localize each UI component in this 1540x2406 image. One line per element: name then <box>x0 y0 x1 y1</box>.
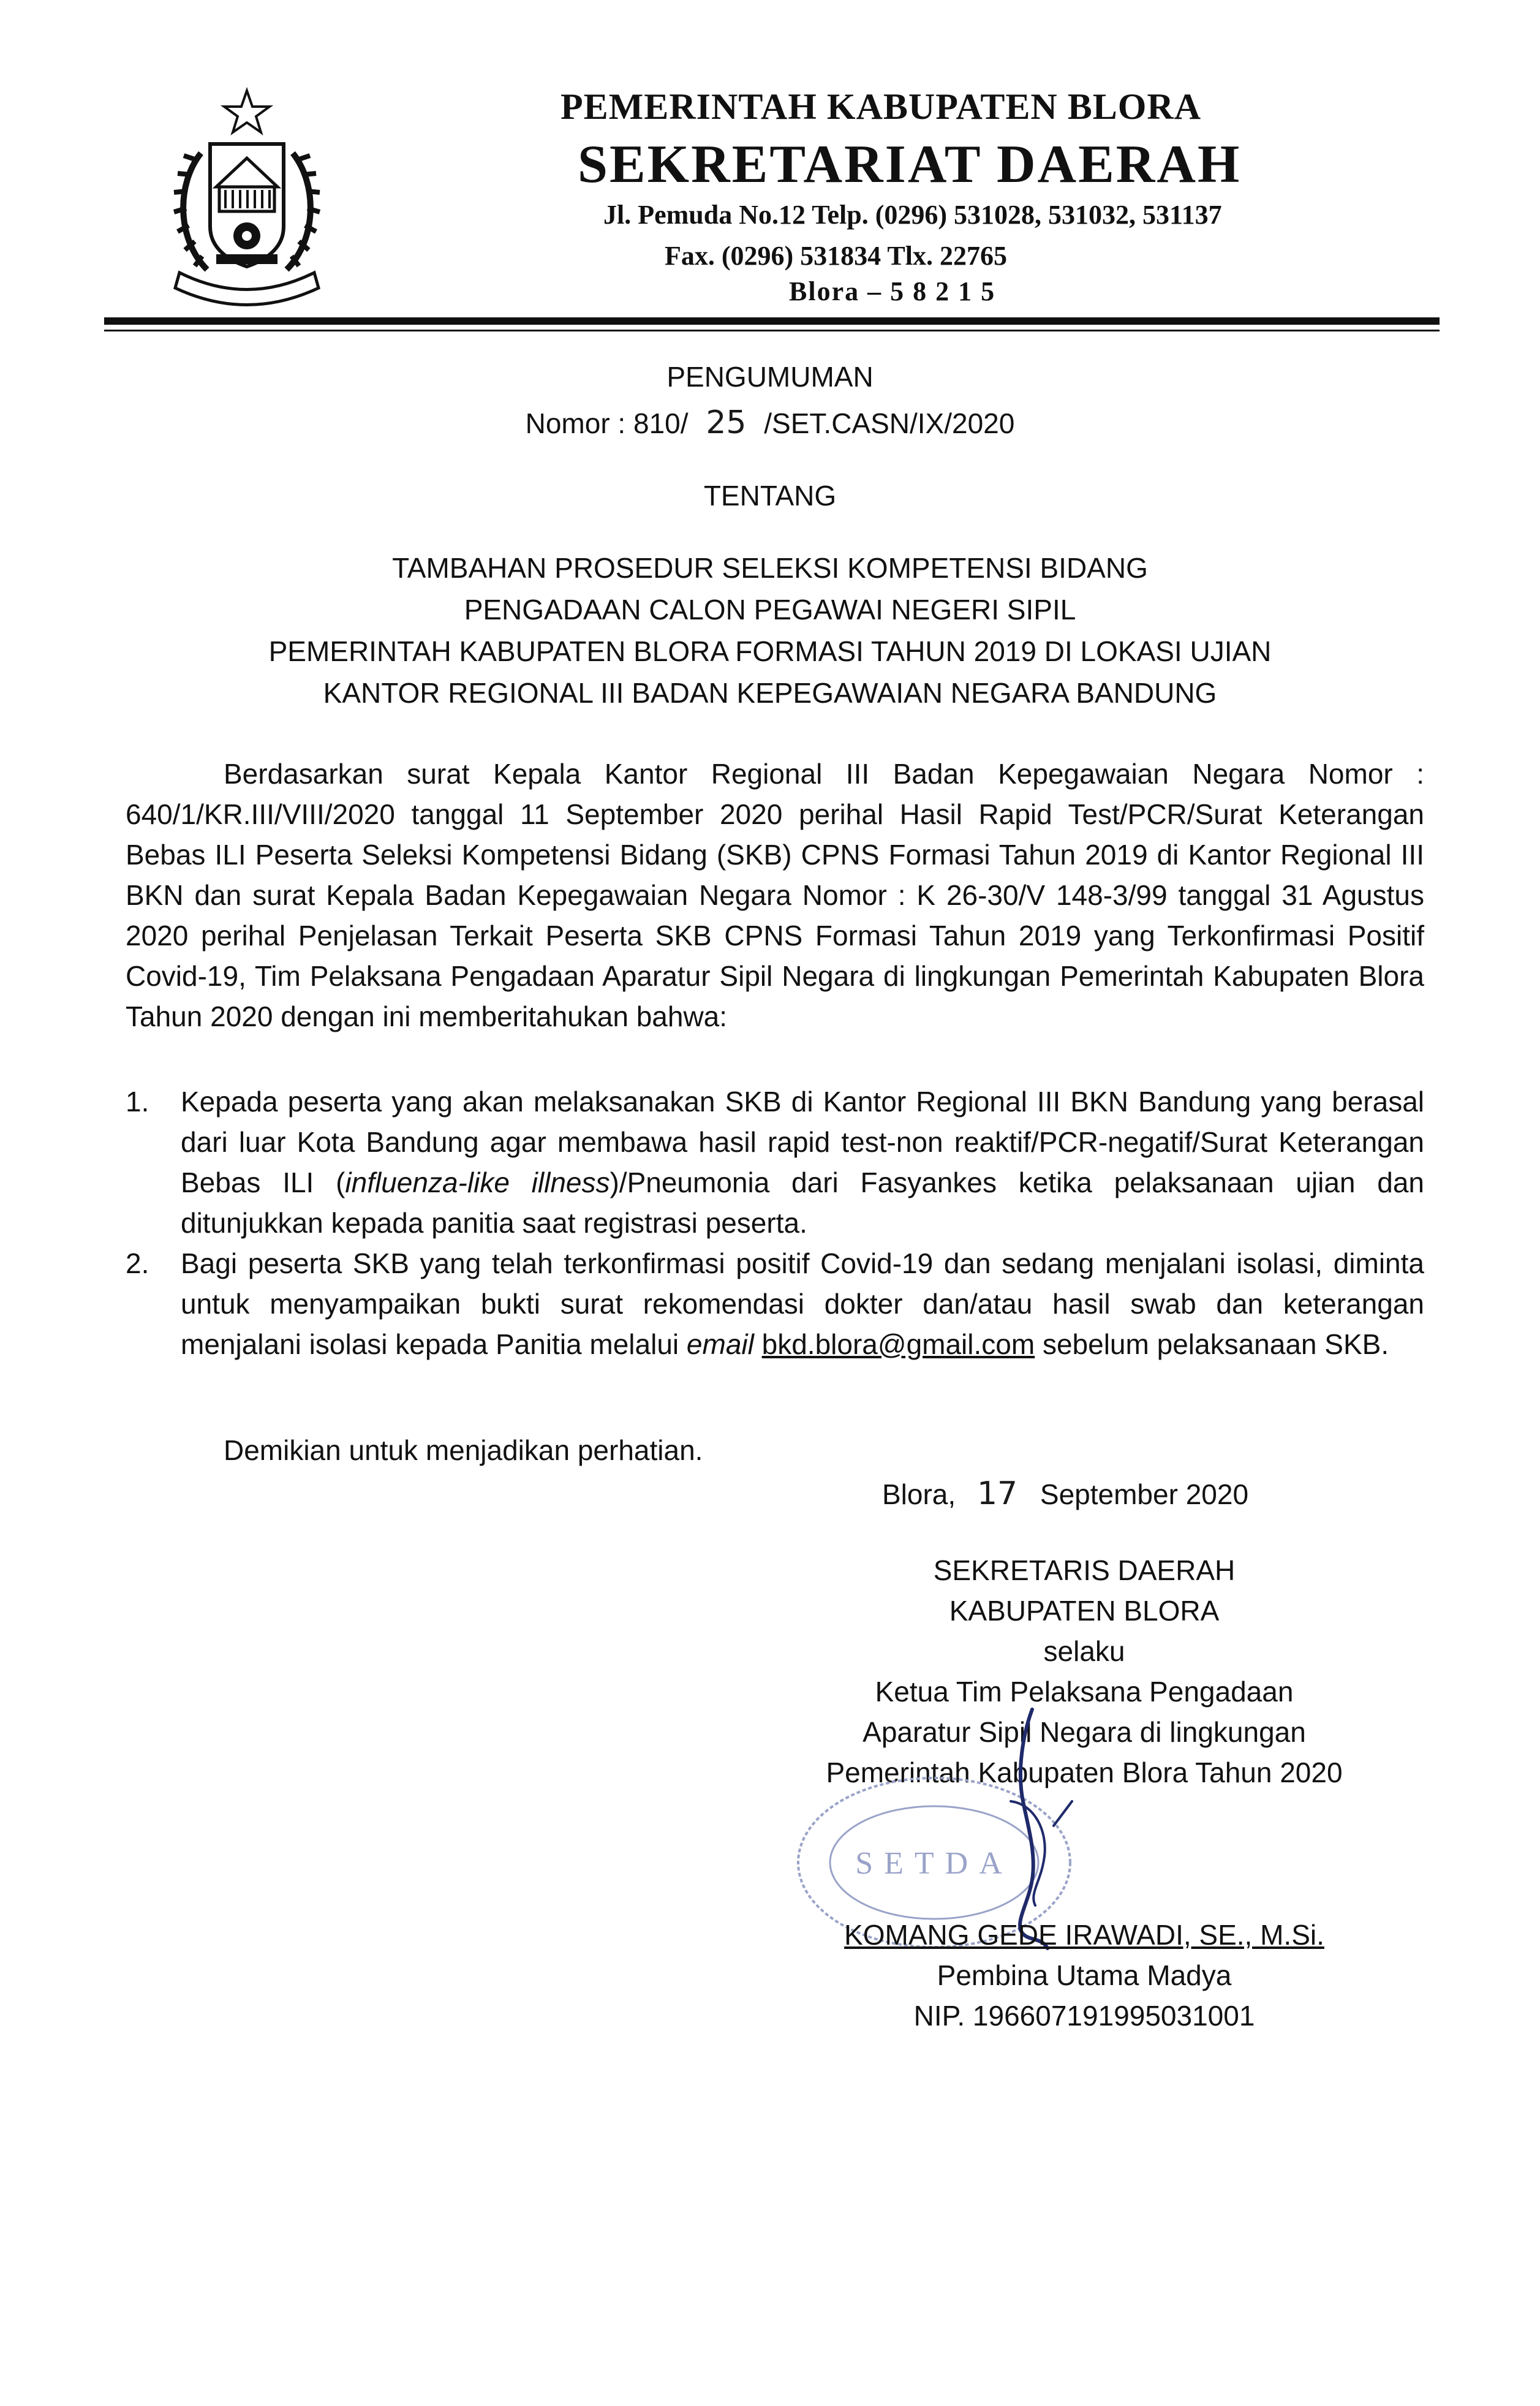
list-item-text: Bagi peserta SKB yang telah terkonfirmasi positif Covid-19 dan sedang menjalani isolasi, diminta untuk menyampaikan bukti surat rekomendasi dokter dan/atau hasil swab dan keterangan menjalani isolasi kepada Panitia melalui email bkd.blora@gmail.com sebelum pelaksanaan SKB. <box>181 1247 1424 1360</box>
signer-name: KOMANG GEDE IRAWADI, SE., M.Si. <box>844 1919 1324 1951</box>
signer-role-3: selaku <box>1043 1635 1125 1667</box>
announcement-title: PENGUMUMAN <box>666 361 874 393</box>
date-day-handwritten: 17 <box>976 1475 1018 1512</box>
letterhead-divider <box>104 317 1440 325</box>
list-item <box>126 1243 1424 1364</box>
date-month-year: September 2020 <box>1040 1478 1249 1510</box>
number-suffix: /SET.CASN/IX/2020 <box>764 407 1015 439</box>
subject-line-1: TAMBAHAN PROSEDUR SELEKSI KOMPETENSI BIDANG <box>392 552 1148 584</box>
number-prefix: Nomor : 810/ <box>525 407 689 439</box>
list-item-number: 2. <box>126 1247 149 1279</box>
subject-line-4: KANTOR REGIONAL III BADAN KEPEGAWAIAN NEGARA BANDUNG <box>323 677 1217 709</box>
subject-line-3: PEMERINTAH KABUPATEN BLORA FORMASI TAHUN 2019 DI LOKASI UJIAN <box>268 635 1272 667</box>
signer-role-5: Aparatur Sipil Negara di lingkungan <box>862 1716 1306 1748</box>
email-link[interactable]: bkd.blora@gmail.com <box>761 1328 1035 1360</box>
stamp-text: SETDA <box>855 1846 1013 1881</box>
announcement-about: TENTANG <box>703 480 837 512</box>
letterhead-divider-thin <box>104 330 1440 331</box>
date-place: Blora, <box>882 1478 956 1510</box>
subject-line-2: PENGADAAN CALON PEGAWAI NEGERI SIPIL <box>464 594 1076 626</box>
list-item-text: Kepada peserta yang akan melaksanakan SKB di Kantor Regional III BKN Bandung yang berasal dari luar Kota Bandung agar membawa hasil rapid test-non reaktif/PCR-negatif/Surat Keterangan Bebas ILI (influenza-like illness)/Pneumonia dari Fasyankes ketika pelaksanaan ujian dan ditunjukkan kepada panitia saat registrasi peserta. <box>181 1086 1424 1239</box>
list-item <box>126 1081 1424 1243</box>
letterhead-fax: Fax. (0296) 531834 Tlx. 22765 <box>665 241 1007 271</box>
announcement-list <box>126 1081 1424 1364</box>
letterhead-city: Blora – 5 8 2 1 5 <box>789 276 996 306</box>
signer-role-6: Pemerintah Kabupaten Blora Tahun 2020 <box>826 1757 1343 1788</box>
number-handwritten: 25 <box>706 404 747 441</box>
signing-date <box>882 1475 1248 1512</box>
kabupaten-blora-logo <box>158 86 336 312</box>
intro-paragraph: Berdasarkan surat Kepala Kantor Regional III Badan Kepegawaian Negara Nomor : 640/1/KR.III/VIII/2020 tanggal 11 September 2020 perihal Hasil Rapid Test/PCR/Surat Keterangan Bebas ILI Peserta Seleksi Kompetensi Bidang (SKB) CPNS Formasi Tahun 2019 di Kantor Regional III BKN dan surat Kepala Badan Kepegawaian Negara Nomor : K 26-30/V 148-3/99 tanggal 31 Agustus 2020 perihal Penjelasan Terkait Peserta SKB CPNS Formasi Tahun 2019 yang Terkonfirmasi Positif Covid-19, Tim Pelaksana Pengadaan Aparatur Sipil Negara di lingkungan Pemerintah Kabupaten Blora Tahun 2020 dengan ini memberitahukan bahwa: <box>126 758 1424 1032</box>
list-item-number: 1. <box>126 1086 149 1118</box>
letterhead-office: SEKRETARIAT DAERAH <box>578 135 1242 194</box>
signer-role-4: Ketua Tim Pelaksana Pengadaan <box>875 1676 1294 1708</box>
signer-nip: NIP. 196607191995031001 <box>913 2000 1255 2032</box>
signer-role-1: SEKRETARIS DAERAH <box>933 1554 1236 1586</box>
signer-rank: Pembina Utama Madya <box>937 1959 1232 1991</box>
signer-role-2: KABUPATEN BLORA <box>949 1595 1220 1627</box>
closing-sentence: Demikian untuk menjadikan perhatian. <box>224 1434 703 1466</box>
letterhead-government: PEMERINTAH KABUPATEN BLORA <box>561 86 1202 127</box>
announcement-number <box>0 404 1540 441</box>
letterhead-address: Jl. Pemuda No.12 Telp. (0296) 531028, 531032, 531137 <box>603 200 1222 230</box>
